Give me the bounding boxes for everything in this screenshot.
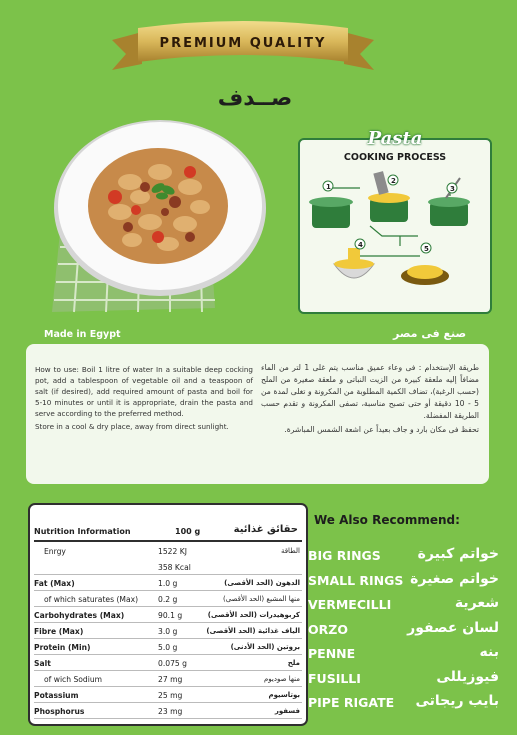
made-in-egypt-en: Made in Egypt [44,329,121,340]
instructions-english [35,364,253,434]
nutrition-row [34,657,302,671]
nutrient-value: 25 mg [158,691,183,700]
nutrient-name-en: Fibre (Max) [34,627,84,636]
recommend-item-ar: بايب ريجاتى [415,693,499,709]
premium-quality-banner [112,18,374,74]
nutrition-row [34,673,302,687]
nutrient-name-en: Fat (Max) [34,579,75,588]
recommend-item-ar: فيوزيللى [436,668,499,685]
nutrition-row [34,545,302,558]
storage-en: Store in a cool & dry place, away from direct sunlight. [35,422,229,431]
nutrient-value: 23 mg [158,707,183,716]
nutrient-name-ar: ملح [287,659,300,667]
nutrient-value: 1522 KJ [158,547,187,556]
cooking-process-title: COOKING PROCESS [343,152,447,163]
nutrient-name-en: Protein (Min) [34,643,91,652]
product-name-arabic: صــدف [217,86,293,111]
recommend-item-en: ORZO [308,621,348,637]
step-5-label: 5 [424,245,429,253]
nutrient-name-ar: فسفور [274,707,300,715]
nutrient-name-en: Enrgy [44,547,66,556]
nutrient-value: 90.1 g [158,611,183,620]
nutrient-name-ar: بروتين (الحد الأدنى) [230,643,300,651]
pasta-brand-label: Pasta [367,128,423,149]
instructions-arabic [261,362,479,438]
nutrient-name-en: Potassium [34,691,79,700]
nutrition-header-en: Nutrition Information [34,527,131,536]
nutrient-name-ar: منها صوديوم [263,675,300,683]
nutrient-name-ar: الدهون (الحد الأقصى) [224,579,300,587]
nutrition-row [34,561,302,575]
nutrient-value: 5.0 g [158,643,178,652]
recommend-item-en: FUSILLI [308,670,361,686]
nutrient-value: 358 Kcal [158,563,191,572]
recommend-item-ar: بنه [479,644,499,660]
nutrient-name-ar: بوتاسيوم [268,691,300,699]
nutrient-value: 0.2 g [158,595,178,604]
colander-icon [334,248,374,278]
cooking-process-panel [298,128,492,314]
nutrient-name-en: Salt [34,659,51,668]
nutrition-header-ar: حقائق غذائية [233,524,298,535]
instructions-panel [26,344,489,484]
step-4-label: 4 [358,241,363,249]
nutrition-row [34,625,302,639]
recommend-item-en: PIPE RIGATE [308,695,395,710]
nutrition-header-qty: 100 g [175,527,201,536]
pasta-plate-image [40,112,270,322]
step-2-label: 2 [391,177,396,185]
step-3-label: 3 [450,185,455,193]
nutrition-header [34,522,302,542]
nutrient-value: 27 mg [158,675,183,684]
recommend-item-ar: لسان عصفور [407,619,499,636]
how-to-use-en: How to use: Boil 1 litre of water In a suitable deep cocking pot, add a tablespoon of vegetable oil and a teaspoon of salt (if desired), add required amount of pasta and boil for 5-10 minutes or until it is appropriate, drain the pasta and serve according to the preferred method. [35,365,253,418]
nutrient-name-ar: الطاقة [280,547,300,555]
nutrient-name-en: of which saturates (Max) [44,595,139,604]
nutrition-table [28,503,308,726]
cooking-steps-illustration [300,166,490,310]
nutrition-row [34,593,302,607]
recommend-item-en: VERMECILLI [308,597,392,612]
how-to-use-ar: طريقة الإستخدام : فى وعاء عميق مناسب يتم غلى 1 لتر من الماء مضافاً إليه ملعقة كبيرة من الزيت النباتى و ملعقة صغيرة من الملح (حسب الرغبة)، تضاف الكمية المطلوبة من المكرونة و تغلى لمدة من 5 - 10 دقيقة أو حتى تصبح مناسبة، تصفى المكرونة و تقدم حسب الطريقة المفضلة. [261,363,479,420]
nutrition-row [34,609,302,623]
storage-ar: تحفظ فى مكان بارد و جاف بعيداً عن اشعة الشمس المباشرة. [284,425,479,434]
recommend-title: We Also Recommend: [314,513,460,527]
nutrient-value: 0.075 g [158,659,187,668]
nutrient-value: 3.0 g [158,627,178,636]
nutrient-name-ar: منها المشبع (الحد الأقصى) [222,595,300,603]
step-1-label: 1 [326,183,331,191]
nutrient-name-en: of wich Sodium [44,675,103,684]
recommend-item-en: BIG RINGS [308,548,381,563]
made-in-egypt-ar: صنع فى مصر [393,327,467,340]
recommend-item-en: PENNE [308,646,356,661]
nutrient-name-en: Phosphorus [34,707,85,716]
recommend-item-ar: خواتم كبيرة [417,546,499,562]
nutrition-row [34,641,302,655]
nutrition-row [34,705,302,719]
nutrition-row [34,577,302,591]
recommend-item-ar: شعرية [454,595,499,611]
recommend-item-ar: خواتم صغيرة [410,570,499,587]
nutrient-name-ar: الياف غذائية (الحد الأقصى) [206,627,300,635]
nutrient-value: 1.0 g [158,579,178,588]
nutrient-name-en: Carbohydrates (Max) [34,611,125,620]
recommend-item-en: SMALL RINGS [308,572,404,588]
pot-icon [309,197,353,228]
nutrient-name-ar: كربوهيدرات (الحد الأقصى) [207,611,300,619]
banner-label: PREMIUM QUALITY [159,36,327,51]
nutrition-row [34,689,302,703]
serving-plate-icon [401,265,449,285]
